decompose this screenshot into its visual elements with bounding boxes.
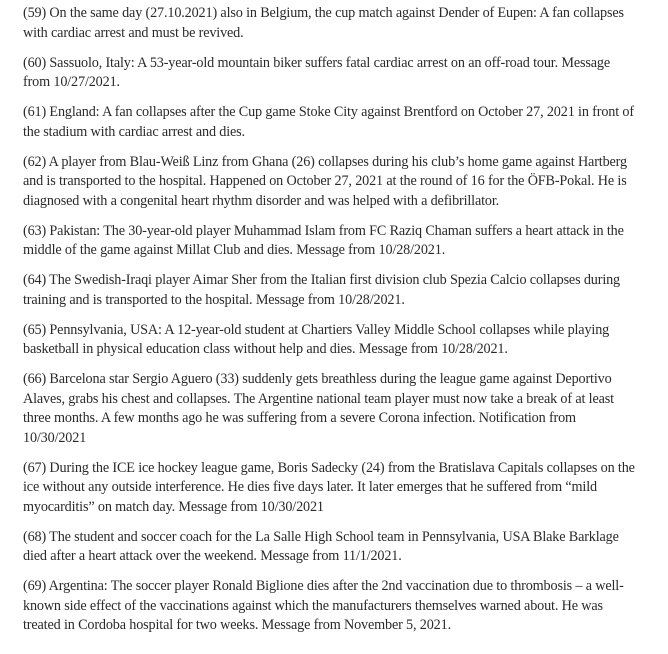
paragraph-line: (69) Argentina: The soccer player Ronald Biglione dies after the 2nd vaccination due to thrombosis – a well- (23, 578, 624, 594)
paragraph-line: middle of the game against Millat Club and dies. Message from 10/28/2021. (23, 242, 446, 258)
paragraph-line: known side effect of the vaccinations against which the manufacturers themselves warned about. He was (23, 597, 603, 614)
list-item-paragraph (23, 528, 663, 567)
paragraph-line: (64) The Swedish-Iraqi player Aimar Sher from the Italian first division club Spezia Calcio collapses during (23, 272, 620, 288)
list-item-paragraph (23, 577, 663, 636)
paragraph-line: (67) During the ICE ice hockey league game, Boris Sadecky (24) from the Bratislava Capitals collapses on the (23, 459, 635, 476)
paragraph-line: the stadium with cardiac arrest and dies. (23, 123, 245, 140)
paragraph-line: (68) The student and soccer coach for the La Salle High School team in Pennsylvania, USA Blake Barklage (23, 528, 619, 545)
paragraph-line: training and is transported to the hospital. Message from 10/28/2021. (23, 291, 405, 308)
paragraph-line: (65) Pennsylvania, USA: A 12-year-old student at Chartiers Valley Middle School collapses while playing (23, 321, 610, 338)
paragraph-line: diagnosed with a congenital heart rhythm disorder and was helped with a defibrillator. (23, 192, 500, 209)
list-item-paragraph (23, 153, 663, 212)
list-item-paragraph (23, 459, 663, 518)
paragraph-line: ice without any outside interference. He dies five days later. It later emerges that he suffered from “mild (23, 479, 597, 495)
paragraph-line: died after a heart attack over the weekend. Message from 11/1/2021. (23, 548, 402, 564)
list-item-paragraph (23, 321, 663, 360)
list-item-paragraph (23, 370, 663, 448)
paragraph-line: (62) A player from Blau-Weiß Linz from Ghana (26) collapses during his club’s home game against Hartberg (23, 153, 627, 170)
paragraph-line: myocarditis” on match day. Message from 10/30/2021 (23, 498, 324, 515)
paragraph-line: Alaves, grabs his chest and collapses. The Argentine national team player must now take a break of at least (23, 390, 614, 407)
paragraph-line: (60) Sassuolo, Italy: A 53-year-old mountain biker suffers fatal cardiac arrest on an off-road tour. Message (23, 54, 610, 71)
list-item-paragraph (23, 271, 663, 310)
paragraph-line: (63) Pakistan: The 30-year-old player Muhammad Islam from FC Raziq Chaman suffers a heart attack in the (23, 222, 624, 239)
list-item-paragraph (23, 103, 663, 142)
paragraph-line: (66) Barcelona star Sergio Aguero (33) suddenly gets breathless during the league game against Deportivo (23, 371, 612, 387)
paragraph-line: 10/30/2021 (23, 429, 87, 446)
list-item-paragraph (23, 54, 663, 93)
paragraph-line: three months. A few months ago he was suffering from a severe Corona infection. Notification from (23, 410, 576, 426)
paragraph-line: from 10/27/2021. (23, 74, 120, 90)
paragraph-line: treated in Cordoba hospital for two weeks. Message from November 5, 2021. (23, 617, 451, 633)
paragraph-line: basketball in physical education class without help and dies. Message from 10/28/2021. (23, 341, 508, 357)
list-item-paragraph (23, 4, 663, 43)
paragraph-line: (61) England: A fan collapses after the Cup game Stoke City against Brentford on October 27, 2021 in front of (23, 104, 634, 120)
list-item-paragraph (23, 222, 663, 261)
paragraph-line: and is transported to the hospital. Happened on October 27, 2021 at the round of 16 for the ÖFB-Pokal. He is (23, 173, 627, 189)
paragraph-line: (59) On the same day (27.10.2021) also in Belgium, the cup match against Dender of Eupen: A fan collapses (23, 5, 624, 21)
paragraph-line: with cardiac arrest and must be revived. (23, 24, 244, 41)
